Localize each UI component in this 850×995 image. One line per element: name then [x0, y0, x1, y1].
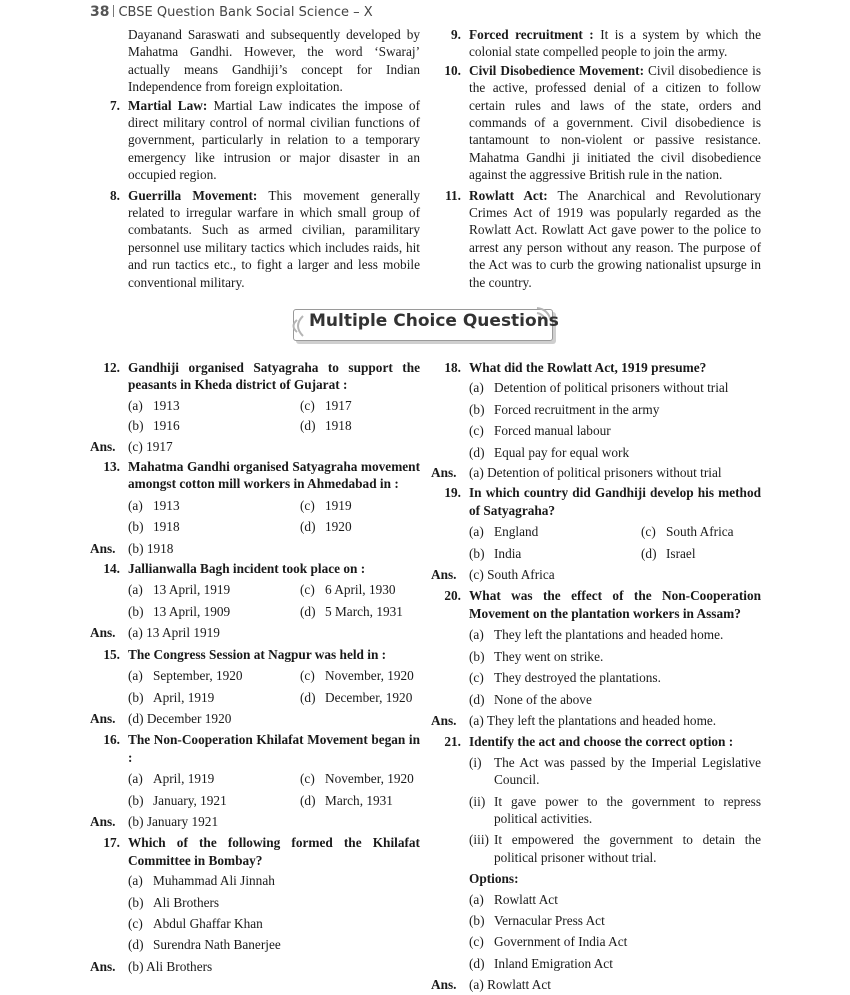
option: (d) December, 1920 [300, 689, 413, 705]
statements-list [432, 754, 761, 866]
question [91, 834, 420, 869]
option: (b) January, 1921 [128, 792, 227, 808]
options-grid [91, 497, 420, 536]
option: (c) They destroyed the plantations. [469, 670, 661, 686]
option: (b) They went on strike. [469, 648, 604, 664]
option: (d) March, 1931 [300, 792, 393, 808]
question [432, 587, 761, 622]
option: (c) Government of India Act [469, 934, 628, 950]
option: (b) Vernacular Press Act [469, 912, 605, 928]
answer [91, 813, 420, 830]
answer [91, 710, 420, 727]
option: (c) Abdul Ghaffar Khan [128, 915, 263, 931]
definition-item [91, 187, 420, 291]
answer-label: Ans. [431, 977, 457, 993]
question-text: Identify the act and choose the correct option : [469, 734, 734, 750]
answer [91, 540, 420, 557]
left-wave-icon [287, 313, 309, 339]
page-number: 38 [90, 4, 110, 20]
question [91, 646, 420, 663]
answer [91, 438, 420, 455]
option: (c) 1919 [300, 497, 352, 513]
option: (c) 6 April, 1930 [300, 582, 396, 598]
answer [91, 958, 420, 975]
question [432, 359, 761, 376]
question-text: Which of the following formed the Khilafat Committee in Bombay? [128, 835, 420, 868]
header-divider [113, 5, 114, 17]
question-number: 15. [103, 646, 120, 662]
answer-text: (d) December 1920 [128, 710, 232, 726]
answer-text: (b) 1918 [128, 540, 174, 556]
options-label: Options: [469, 871, 519, 887]
option: (a) September, 1920 [128, 668, 243, 684]
options-grid [91, 581, 420, 620]
option: (b) Forced recruitment in the army [469, 401, 660, 417]
option: (b) 13 April, 1909 [128, 603, 231, 619]
options-grid [91, 397, 420, 435]
definition-term: Guerrilla Movement: [128, 187, 258, 203]
question-text: What did the Rowlatt Act, 1919 presume? [469, 360, 707, 375]
definition-item [91, 26, 420, 96]
options-list [432, 377, 761, 463]
question-number: 12. [103, 360, 120, 375]
book-title: CBSE Question Bank Social Science – X [118, 5, 373, 20]
option: (a) Muhammad Ali Jinnah [128, 873, 275, 889]
definition-item [432, 26, 761, 61]
option: (c) Forced manual labour [469, 423, 611, 439]
option: (b) India [469, 545, 522, 561]
answer [432, 566, 761, 583]
definition-item [91, 97, 420, 184]
answer [432, 976, 761, 993]
option: (d) 5 March, 1931 [300, 603, 403, 619]
statement: (ii) It gave power to the government to repress political activities. [469, 793, 761, 826]
option: (d) 1920 [300, 519, 352, 535]
answer-text: (b) Ali Brothers [128, 958, 213, 974]
answer-text: (b) January 1921 [128, 813, 219, 829]
option: (b) Ali Brothers [128, 894, 220, 910]
definition-item [432, 62, 761, 184]
answer-label: Ans. [90, 438, 116, 454]
definition-text: The Anarchical and Revolutionary Crimes Act of 1919 was popularly regarded as the Rowlatt Act. Rowlatt Act gave power to the police to arrest any person without any reason. The purpose of the Act was to curb the growing nationalist upsurge in the country. [469, 187, 761, 290]
answer-label: Ans. [431, 712, 457, 728]
question-text: Mahatma Gandhi organised Satyagraha movement amongst cotton mill workers in Ahmedabad in : [128, 459, 420, 492]
answer-text: (a) 13 April 1919 [128, 625, 220, 641]
definition-text: This movement generally related to irregular warfare in which small group of combatants. Such as armed civilian, paramilitary personnel use military tactics which includes raids, hit and run tactics etc., to fight a larger and less mobile conventional military. [128, 187, 421, 290]
item-number: 7. [110, 97, 120, 113]
question [91, 359, 420, 394]
question-text: In which country did Gandhiji develop his method of Satyagraha? [469, 485, 761, 518]
question-text: Jallianwalla Bagh incident took place on : [128, 561, 366, 577]
option: (a) 1913 [128, 397, 180, 413]
definition-term: Forced recruitment : [469, 27, 594, 42]
answer-text: (c) South Africa [469, 567, 555, 583]
question [91, 731, 420, 766]
option: (a) They left the plantations and headed home. [469, 627, 724, 643]
option: (b) 1918 [128, 519, 180, 535]
question [91, 560, 420, 577]
option: (d) Inland Emigration Act [469, 955, 613, 971]
definitions-right-column [432, 26, 761, 291]
definition-text: Dayanand Saraswati and subsequently developed by Mahatma Gandhi. However, the word ‘Swaraj’ actually means Gandhiji’s concept for Indian Independence from foreign exploitation. [128, 27, 420, 95]
question-number: 18. [444, 360, 461, 375]
item-number: 8. [110, 187, 120, 203]
answer [432, 712, 761, 729]
question-text: The Congress Session at Nagpur was held in : [128, 646, 387, 662]
answer-label: Ans. [431, 567, 457, 583]
section-banner [287, 305, 559, 345]
definition-text: Martial Law indicates the impose of direct military control of normal civilian functions of government, particularly in relation to a temporary emergency like intrusion or major disaster in an occupied region. [128, 97, 420, 183]
options-grid [91, 667, 420, 706]
question-text: The Non-Cooperation Khilafat Movement began in : [128, 732, 420, 765]
option: (d) Equal pay for equal work [469, 444, 630, 460]
option: (d) 1918 [300, 418, 352, 434]
options-list [91, 870, 420, 956]
question-number: 20. [444, 588, 461, 604]
statement: (i) The Act was passed by the Imperial Legislative Council. [469, 754, 761, 788]
option: (d) Surendra Nath Banerjee [128, 937, 281, 953]
mcq-right-column [432, 359, 761, 994]
option: (a) Detention of political prisoners without trial [469, 380, 729, 396]
item-number: 9. [451, 27, 461, 42]
option: (d) None of the above [469, 691, 592, 707]
answer-label: Ans. [90, 813, 116, 829]
answer-text: (a) Rowlatt Act [469, 977, 551, 993]
answer-text: (a) Detention of political prisoners without trial [469, 465, 722, 481]
question-number: 19. [444, 485, 461, 501]
option: (b) 1916 [128, 418, 180, 434]
options-list [432, 889, 761, 975]
question [432, 733, 761, 750]
question [91, 458, 420, 493]
mcq-left-column [91, 359, 420, 975]
question-number: 13. [103, 459, 120, 475]
option: (d) Israel [641, 545, 696, 561]
item-number: 11. [445, 187, 461, 203]
option: (a) April, 1919 [128, 771, 215, 787]
answer-label: Ans. [90, 710, 116, 726]
definition-term: Rowlatt Act: [469, 187, 548, 203]
options-grid [91, 770, 420, 809]
option: (a) England [469, 524, 539, 540]
option: (b) April, 1919 [128, 689, 215, 705]
item-number: 10. [444, 62, 461, 78]
definitions-left-column [91, 26, 420, 291]
question-number: 16. [103, 732, 120, 748]
definition-term: Civil Disobedience Movement: [469, 62, 644, 78]
question-number: 21. [444, 734, 461, 750]
definition-term: Martial Law: [128, 97, 208, 113]
option: (a) 1913 [128, 497, 180, 513]
question-number: 14. [103, 561, 120, 577]
section-title: Multiple Choice Questions [309, 311, 559, 331]
question [432, 484, 761, 519]
page-header [90, 4, 373, 20]
answer-text: (a) They left the plantations and headed home. [469, 712, 717, 728]
option: (a) Rowlatt Act [469, 891, 558, 907]
answer-label: Ans. [431, 465, 457, 481]
answer [432, 464, 761, 481]
option: (c) South Africa [641, 524, 734, 540]
definition-text: Civil disobedience is the active, professed denial of a citizen to follow certain rules and laws of the state, orders and commands of a government. Civil disobedience is tantamount to non-violent or passive resistance. Mahatma Gandhi ji initiated the civil disobedience against the aggressive British rule in the nation. [469, 62, 761, 183]
answer-label: Ans. [90, 625, 116, 641]
option: (c) 1917 [300, 397, 352, 413]
option: (c) November, 1920 [300, 771, 414, 787]
question-number: 17. [103, 835, 120, 851]
question-text: Gandhiji organised Satyagraha to support the peasants in Kheda district of Gujarat : [128, 360, 420, 393]
question-text: What was the effect of the Non-Cooperation Movement on the plantation workers in Assam? [469, 588, 761, 621]
definition-item [432, 187, 761, 291]
option: (c) November, 1920 [300, 668, 414, 684]
definition-text: It is a system by which the colonial state compelled people to join the army. [469, 27, 761, 60]
answer-label: Ans. [90, 540, 116, 556]
options-list [432, 624, 761, 710]
answer [91, 624, 420, 641]
option: (a) 13 April, 1919 [128, 582, 231, 598]
answer-text: (c) 1917 [128, 438, 173, 454]
options-grid [432, 523, 761, 562]
answer-label: Ans. [90, 958, 116, 974]
statement: (iii) It empowered the government to detain the political prisoner without trial. [469, 832, 761, 865]
